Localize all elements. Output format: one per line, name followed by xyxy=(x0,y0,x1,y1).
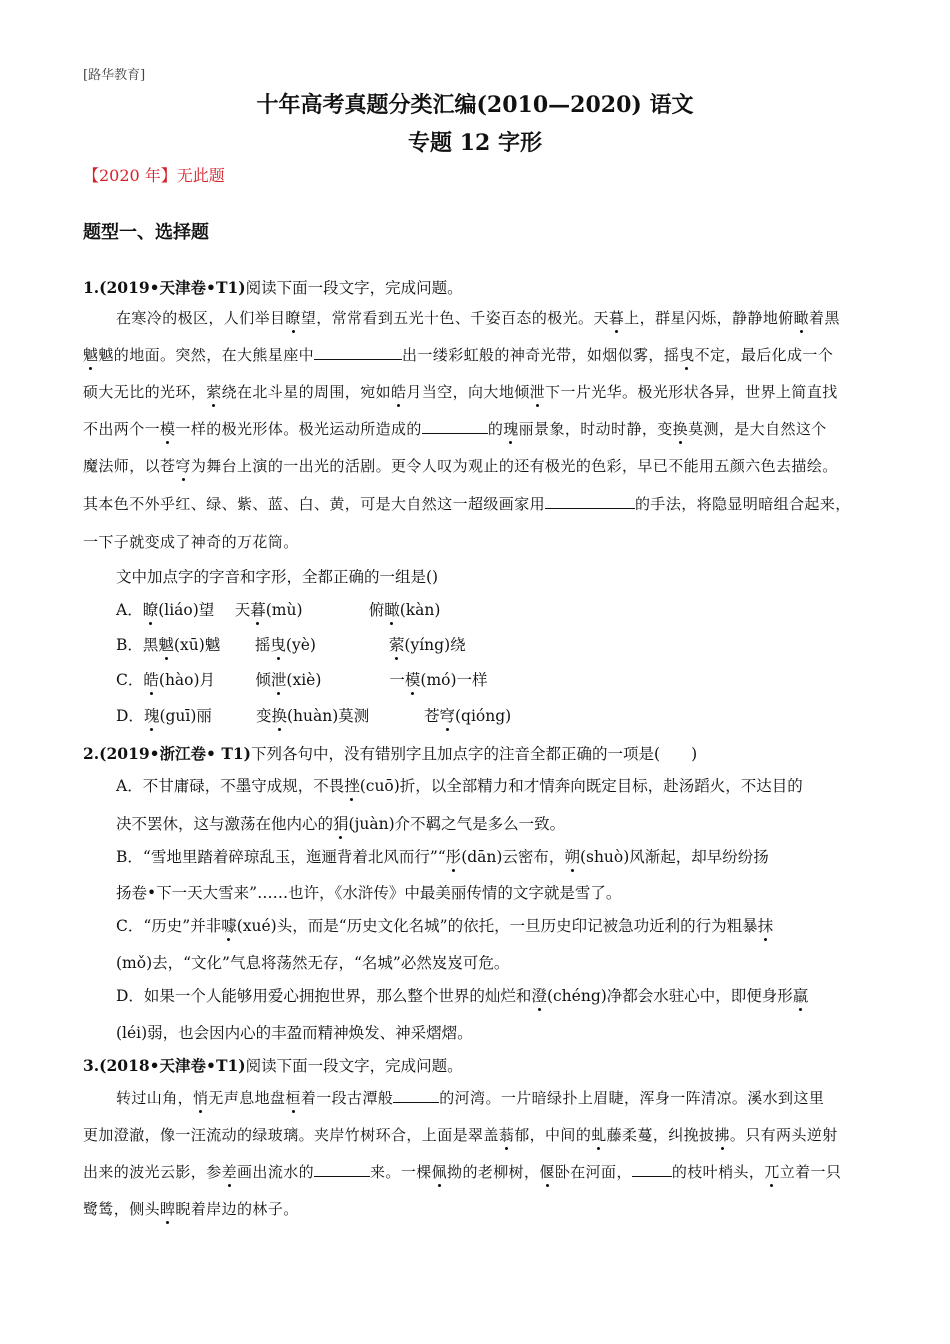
question-3-prompt: 阅读下面一段文字，完成问题。 xyxy=(245,1057,463,1075)
q1-passage-line-4: 不出两个一模一样的极光形体。极光运动所造成的 的瑰丽景象，时动时静，变换莫测，是大自然这个 xyxy=(83,420,827,438)
question-3-number: 3.(2018•天津卷•T1) xyxy=(83,1056,246,1075)
blank-2 xyxy=(422,419,488,434)
note-2020: 【2020 年】无此题 xyxy=(83,166,225,185)
option-2c-line-2: (mǒ)去，“文化”气息将荡然无存，“名城”必然岌岌可危。 xyxy=(116,954,510,972)
option-2b-line-2: 扬卷•下一天大雪来”……也许，《水浒传》中最美丽传情的文字就是雪了。 xyxy=(116,884,622,902)
blank-3 xyxy=(545,494,635,509)
question-2-prompt: 下列各句中，没有错别字且加点字的注音全都正确的一项是( ) xyxy=(251,745,698,763)
question-2-number: 2.(2019•浙江卷• T1) xyxy=(83,744,252,763)
q3-passage-line-2: 更加澄澈，像一汪流动的绿玻璃。夹岸竹树环合，上面是翠盖蓊郁，中间的虬藤柔蔓，纠挽披拂。只有两头逆射 xyxy=(83,1126,838,1144)
option-2d-line-2: (léi)弱，也会因内心的丰盈而精神焕发、神采熠熠。 xyxy=(116,1024,473,1042)
option-1c[interactable]: C．皓(hào)月 倾泄(xiè) 一模(mó)一样 xyxy=(116,668,488,690)
option-1d[interactable]: D．瑰(guī)丽 变换(huàn)莫测 苍穹(qióng) xyxy=(116,704,511,726)
section-heading: 题型一、选择题 xyxy=(83,222,209,243)
question-1-stem: 文中加点字的字音和字形，全都正确的一组是() xyxy=(116,568,439,586)
q3-passage-line-3: 出来的波光云影，参差画出流水的 来。一棵佩拗的老柳树，偃卧在河面， 的枝叶梢头，兀立着一只 xyxy=(83,1163,842,1181)
option-2a-line-2: 决不罢休，这与激荡在他内心的狷(juàn)介不羁之气是多么一致。 xyxy=(116,812,565,834)
question-1-heading xyxy=(83,276,463,298)
blank-4 xyxy=(393,1088,439,1103)
question-2-heading xyxy=(83,742,697,764)
q1-passage-line-1: 在寒冷的极区，人们举目瞭望，常常看到五光十色、千姿百态的极光。天暮上，群星闪烁，静静地俯瞰着黑 xyxy=(116,309,840,327)
option-1b[interactable]: B．黑魆(xū)魆 摇曳(yè) 萦(yíng)绕 xyxy=(116,633,466,655)
blank-1 xyxy=(314,345,402,360)
q1-passage-line-6: 其本色不外乎红、绿、紫、蓝、白、黄，可是大自然这一超级画家用 的手法，将隐显明暗组合起来， xyxy=(83,495,851,513)
q3-passage-line-4: 鹭鸶，侧头睥睨着岸边的林子。 xyxy=(83,1200,299,1218)
q1-passage-line-5: 魔法师，以苍穹为舞台上演的一出光的活剧。更令人叹为观止的还有极光的色彩，早已不能用五颜六色去描绘。 xyxy=(83,457,838,475)
q3-passage-line-1: 转过山角，悄无声息地盘桓着一段古潭般 的河湾。一片暗绿扑上眉睫，浑身一阵清凉。溪水到这里 xyxy=(116,1089,825,1107)
blank-5 xyxy=(314,1162,370,1177)
doc-title: 十年高考真题分类汇编(2010—2020) 语文 xyxy=(256,92,694,118)
watermark-label: [路华教育] xyxy=(83,68,146,83)
q1-passage-line-2: 魆魆的地面。突然，在大熊星座中 出一缕彩虹般的神奇光带，如烟似雾，摇曳不定，最后化成一个 xyxy=(83,346,834,364)
q1-passage-line-3: 硕大无比的光环，萦绕在北斗星的周围，宛如皓月当空，向大地倾泄下一片光华。极光形状各异，世界上简直找 xyxy=(83,383,838,401)
option-2c-line-1[interactable]: C．“历史”并非噱(xué)头，而是“历史文化名城”的依托，一旦历史印记被急功近利的行为粗暴抹 xyxy=(116,914,773,936)
option-2d-line-1[interactable]: D．如果一个人能够用爱心拥抱世界，那么整个世界的灿烂和澄(chéng)净都会水驻心中，即便身形羸 xyxy=(116,984,808,1006)
blank-6 xyxy=(632,1162,672,1177)
option-2a-line-1[interactable]: A．不甘庸碌，不墨守成规，不畏挫(cuō)折，以全部精力和才情奔向既定目标，赴汤蹈火，不达目的 xyxy=(116,774,803,796)
option-2b-line-1[interactable]: B．“雪地里踏着碎琼乱玉，迤逦背着北风而行”“彤(dān)云密布，朔(shuò)风渐起，却早纷纷扬 xyxy=(116,845,769,867)
q1-passage-line-7: 一下子就变成了神奇的万花筒。 xyxy=(83,533,299,551)
question-1-prompt: 阅读下面一段文字，完成问题。 xyxy=(245,279,463,297)
question-3-heading xyxy=(83,1054,463,1076)
doc-subtitle: 专题 12 字形 xyxy=(408,130,542,156)
question-1-number: 1.(2019•天津卷•T1) xyxy=(83,278,246,297)
option-1a[interactable]: A．瞭(liáo)望 天暮(mù) 俯瞰(kàn) xyxy=(116,598,440,620)
